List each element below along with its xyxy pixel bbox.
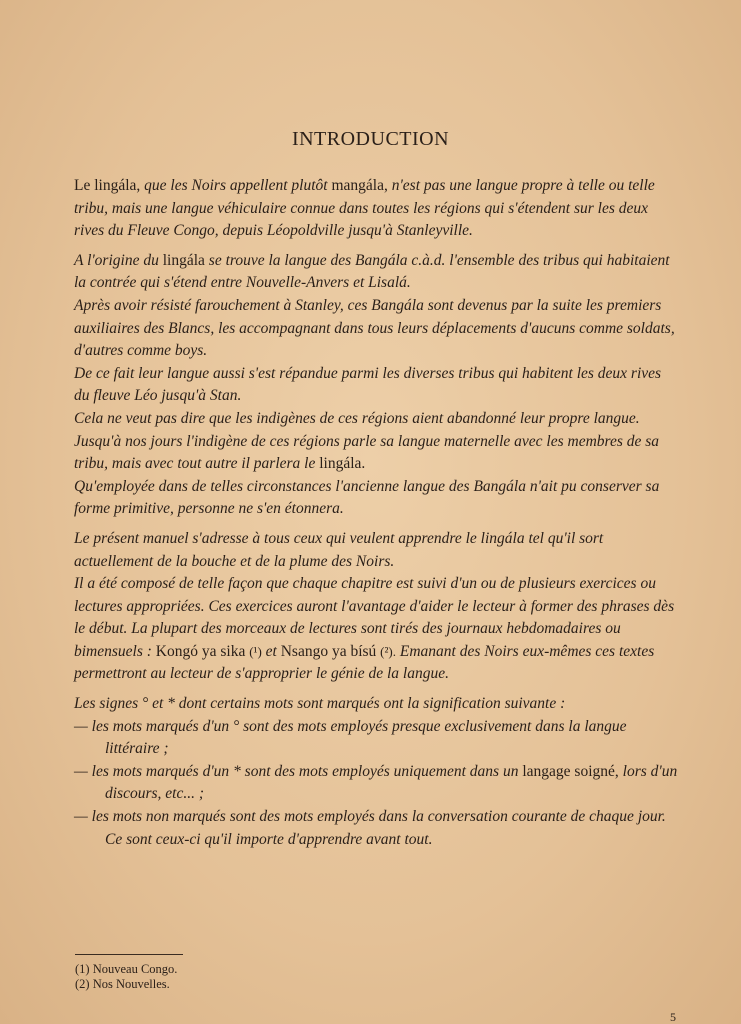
list-item-2-b: langage soigné, (522, 762, 619, 780)
list-item-2-a: — les mots marqués d'un * sont des mots employés uniquement dans un (74, 762, 519, 780)
paragraph-5 (74, 408, 678, 476)
paragraph-7: Le présent manuel s'adresse à tous ceux qui veulent apprendre le lingála tel qu'il sort actuellement de la bouche et de la plume des Noirs. (74, 529, 604, 570)
p1-c: que les Noirs appellent plutôt (144, 177, 328, 194)
p8-d: et (265, 642, 277, 660)
body-text (74, 175, 678, 851)
p8-e: Nsango ya bísú (280, 642, 377, 660)
paragraph-4: De ce fait leur langue aussi s'est répandue parmi les diverses tribus qui habitent les deux rives du fleuve Léo jusqu'à Stan. (74, 364, 662, 405)
page-title: INTRODUCTION (291, 128, 450, 150)
p5-b: lingála. (319, 455, 366, 473)
list-item: — les mots non marqués sont des mots employés dans la conversation courante de chaque jour. Ce sont ceux-ci qu'il importe d'apprendre avant tout. (74, 808, 666, 848)
paragraph-8 (74, 573, 678, 686)
p1-e: n'est pas une langue propre à telle ou telle tribu, mais une langue véhiculaire connue dans toutes les régions qui s'étendent sur les deux rives du Fleuve Congo, depuis Léopoldville jusqu'à Stanleyville. (74, 177, 655, 240)
footnote-2: (2) Nos Nouvelles. (75, 977, 170, 991)
footnote-divider (75, 954, 183, 955)
footnote-ref-2: (²). (380, 643, 396, 659)
p2-c: se trouve la langue des Bangála c.à.d. l'ensemble des tribus qui habitaient la contrée qui s'étend entre Nouvelle-Anvers et Lisalá. (74, 251, 670, 292)
list-item-2-c: lors d'un discours, etc... ; (105, 762, 678, 803)
p5-a: Cela ne veut pas dire que les indigènes de ces régions aient abandonné leur propre langue. Jusqu'à nos jours l'indigène de ces régions parle sa langue maternelle avec les membres de sa tribu, mais avec tout autre il parlera le (74, 409, 660, 473)
paragraph-1 (74, 175, 678, 243)
paragraph-6: Qu'employée dans de telles circonstances l'ancienne langue des Bangála n'ait pu conserver sa forme primitive, personne ne s'en étonnera. (74, 477, 660, 518)
p2-b: lingála (162, 251, 205, 269)
page-number: 5 (670, 1010, 676, 1024)
list-item (74, 761, 678, 806)
footnote-1: (1) Nouveau Congo. (75, 962, 178, 976)
paragraph-9: Les signes ° et * dont certains mots sont marqués ont la signification suivante : (74, 695, 566, 713)
p1-a: Le (74, 177, 91, 194)
footnote-ref-1: (¹) (249, 643, 262, 659)
list-item: — les mots marqués d'un ° sont des mots employés presque exclusivement dans la langue littéraire ; (74, 717, 627, 758)
p2-a: A l'origine du (74, 251, 159, 269)
p8-a: Il a été composé de telle façon que chaque chapitre est suivi d'un ou de plusieurs exercices ou lectures appropriées. Ces exercices auront l'avantage d'aider le lecteur à former des phrases dès le début. La plupart des morceaux de lectures sont tirés des journaux hebdomadaires ou bimensuels : (74, 575, 675, 660)
paragraph-2 (74, 250, 678, 295)
p1-d: mangála, (331, 177, 388, 194)
p8-b: Kongó ya sika (155, 642, 246, 660)
p8-g: Emanant des Noirs eux-mêmes ces textes permettront au lecteur de s'approprier le génie de la langue. (74, 642, 655, 683)
paragraph-3: Après avoir résisté farouchement à Stanley, ces Bangála sont devenus par la suite les premiers auxiliaires des Blancs, les accompagnant dans tous leurs déplacements d'aucuns comme soldats, d'autres comme boys. (74, 296, 675, 360)
footnotes (75, 962, 177, 992)
p1-b: lingála, (94, 177, 141, 194)
